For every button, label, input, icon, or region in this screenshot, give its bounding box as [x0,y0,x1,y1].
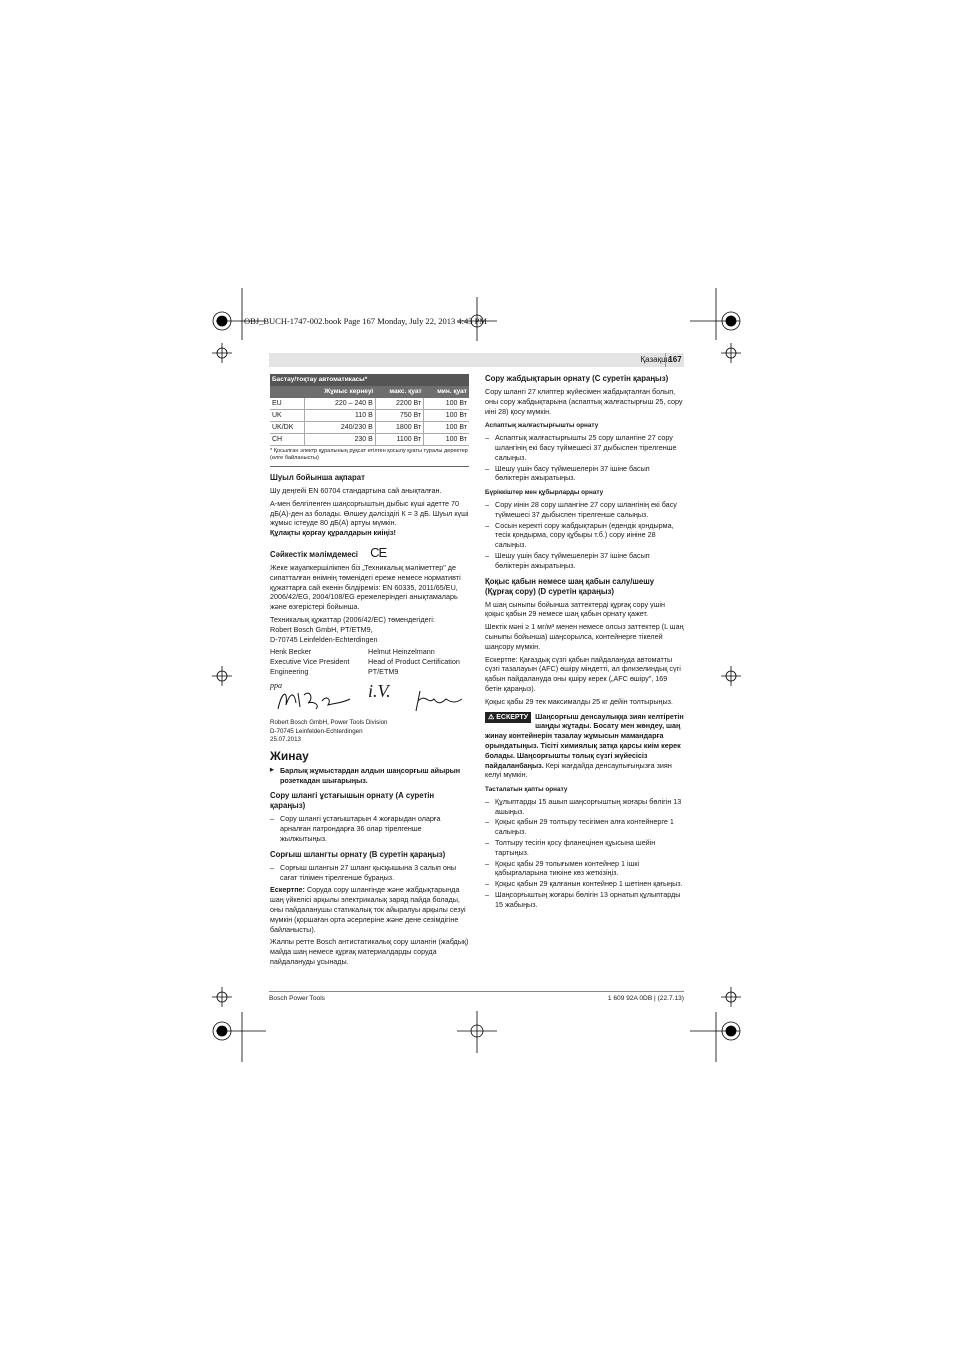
list-item: – Сору иінін 28 сору шлангіне 27 сору шлангінің екі басу түймешесі 37 дыбыспен тірелгенше салыңыз. [485,500,684,520]
table-cell: 1800 Вт [375,422,423,434]
section-heading: Сору шлангі ұстағышын орнату (А суретін қараңыз) [270,791,435,811]
ppa-mark: ppa [270,681,282,691]
table-cell: 220 – 240 В [305,398,376,410]
table-cell: 110 В [305,410,376,422]
section-heading: Сорғыш шлангты орнату (В суретін қараңыз) [270,849,446,859]
paragraph: Шектік мәні ≥ 1 мг/м³ менен немесе олсыз заттектер (L шаң сыныпы бойынша) шаңсорылса, контейнерге тікелей шаңсору мүмкін. [485,622,684,651]
paragraph: Сору шлангі 27 клиптер жүйесімен жабдықталған болып, оны сору жабдықтарына (аспаптық жалғастырғыш 25, сору иіні 28) қосу мүмкін. [485,387,683,416]
signatory: Executive Vice President [270,657,350,667]
signatory: Head of Product Certification [368,657,460,667]
subheading: Аспаптық жалғастырғышты орнату [485,422,599,430]
list-item: – Шешу үшін басу түймешелерін 37 ішіне басып бөліктерін ажыратыңыз. [485,551,684,571]
page-number: 167 [665,353,684,367]
list-item: – Сосын керекті сору жабдықтарын (едендік қондырма, тесік қондырма, сору құбыры т.б.) сору иініне 28 салыңыз. [485,521,684,550]
list-item: – Сору шлангі ұстағыштарын 4 жоғарыдан оларға арналған патрондарға 36 олар тірелгенше жылжытыңыз. [270,814,469,843]
list-item: – Шаңсорғыштың жоғары бөлігін 13 орнатып құлыптарды 15 жабыңыз. [485,890,684,910]
signatory: PT/ETM9 [368,667,399,677]
footer-left: Bosch Power Tools [269,995,325,1002]
table-cell: 100 Вт [424,398,469,410]
section-heading: Сору жабдықтарын орнату (С суретін қараңыз) [485,374,669,383]
spec-table [270,374,469,446]
declaration-date: 25.07.2013 [270,735,301,743]
list-item: – Шешу үшін басу түймешелерін 37 ішіне басып бөліктерін ажыратыңыз. [485,464,684,484]
table-header [270,386,305,398]
warning-tail: Кері жағдайда денсаулығыңызға зиян келуі мүмкін. [485,760,672,780]
footer-right: 1 609 92A 0DB | (22.7.13) [607,995,684,1002]
book-info-line: OBJ_BUCH-1747-002.book Page 167 Monday, July 22, 2013 4:43 PM [244,316,487,326]
table-row [270,410,469,422]
table-cell: UK [270,410,305,422]
table-header: макс. қуат [375,386,423,398]
table-cell: 230 В [305,434,376,446]
table-cell: EU [270,398,305,410]
table-header: мин. қуат [424,386,469,398]
signatory: Henk Becker [270,647,312,657]
list-item: – Толтыру тесігін қосу фланецінен құысына шейін тартыңыз. [485,838,684,858]
list-item: – Құлыптарды 15 ашып шаңсорғыштың жоғары бөлігін 13 ашыңыз. [485,797,684,817]
table-cell: 1100 Вт [375,434,423,446]
noise-heading: Шуыл бойынша ақпарат [270,473,365,482]
signature-images [270,681,469,717]
page-header [269,353,684,367]
paragraph: М шаң сыныпы бойынша заттектерді құрғақ сору үшін қоқыс қабын 29 немесе шаң қабын орнату қажет. [485,599,665,619]
paragraph: Қоқыс қабы 29 тек максималды 25 кг дейін толтырыңыз. [485,696,673,706]
table-cell: 2200 Вт [375,398,423,410]
noise-text: А-мен белгіленген шаңсорғыштың дыбыс күші әдетте 70 дБ(А)-ден аз болады. Өлшеу дәлсіздігі К = 3 дБ. Шуыл күші жұмыс істеуде 80 дБ(А) артуы мүмкін. [270,498,469,528]
list-item: – Сорғыш шлангын 27 шланг қысқышына 3 салып оны сағат тілімен тірелгенше бұраңыз. [270,863,469,883]
table-cell: CH [270,434,305,446]
subheading: Тасталатын қапты орнату [485,786,568,794]
page-footer [269,991,684,1002]
table-cell: 100 Вт [424,410,469,422]
list-item: – Қоқыс қабын 29 толтыру тесігімен алға контейнерге 1 салыңыз. [485,817,684,837]
conformity-text: Жеке жауапкершілікпен біз „Техникалық мәліметтер" де сипатталған өнімнің төменідегі ереже немесе нормативті құжаттарға сай екенін білдіреміз: EN 60335, 2011/65/EU, 2006/42/EG, 2004/108/EG ережелеріндегі анықтамаларь және өзгерістері бойынша. [270,562,461,612]
table-row [270,422,469,434]
iv-mark: i.V. [368,681,391,702]
table-cell: 750 Вт [375,410,423,422]
conformity-heading [270,544,469,560]
table-row [270,434,469,446]
list-item: ▶ Барлық жұмыстардан алдын шаңсорғыш айырын розеткадан шығарыңыз. [270,766,469,786]
conformity-text: D-70745 Leinfelden-Echterdingen [270,634,378,644]
table-footnote: * Қосылған электр құралының рұқсат етілген қосылу қуаты туралы деректер (өлге байланысты) [270,448,469,467]
noise-text: Шу деңгейі EN 60704 стандартына сай анықталған. [270,486,442,495]
table-cell: UK/DK [270,422,305,434]
table-cell: 100 Вт [424,434,469,446]
table-cell: 100 Вт [424,422,469,434]
signatory: Engineering [270,667,309,677]
right-column [485,374,684,913]
header-language: Қазақша [640,355,672,364]
conformity-heading-text: Сәйкестік мәлімдемесі [270,549,358,559]
section-heading: Қоқыс қабын немесе шаң қабын салу/шешу (Құрғақ сору) (D суретін қараңыз) [485,576,655,596]
paragraph: Ескертпе: Қағаздық сүзгі қабын пайдалануда автоматты сүзгі тазалауын (AFC) өшіру міндетті, ал флизелиндық сүгі қабын пайдалануда оны қшіру керек („AFC өшіру", 169 бетін қараңыз). [485,654,681,693]
warning-label: ⚠ ЕСКЕРТУ [485,712,531,724]
list-item: – Қоқыс қабын 29 қалғанын контейнер 1 шетінен қағыңыз. [485,879,684,889]
subheading: Бүріккіштер мен құбырларды орнату [485,489,604,497]
table-title: Бастау/тоқтау автоматикасы* [270,374,469,386]
ce-mark-icon: CE [370,544,387,560]
noise-warning: Құлақты қорғау құралдарын киіңіз! [270,528,396,538]
company: Robert Bosch GmbH, Power Tools Division [270,719,388,727]
note-text: Соруда сору шлангінде және жабдықтарында шаң үйкелісі арқылы электрикалық заряд пайда болады, оны пайдаланушы статикалық ток айыралуы арқылы сезуі мүмкін (қоршаған орта әсерлеріне және дене сезімдігіне байланысты). [270,885,466,934]
list-item: – Аспаптық жалғастырғышты 25 сору шлангіне 27 сору шлангінің екі басу түймешесі 37 дыбыспен тірелгенше салыңыз. [485,433,684,462]
note-label: Ескертпе: [270,885,305,895]
conformity-text: Robert Bosch GmbH, PT/ETM9, [270,624,373,634]
paragraph: Жалпы ретте Bosch антистатикалық сору шлангін (жабдық) майда шаң немесе құрғақ материалдарды соруда пайдалануды ұсынады. [270,937,469,966]
signatories [270,647,469,677]
note [270,885,469,934]
assembly-heading: Жинау [270,748,309,763]
signatory: Helmut Heinzelmann [368,647,435,657]
left-column [270,374,469,970]
warning-block [485,712,684,781]
list-item: – Қоқыс қабы 29 толығымен контейнер 1 ішкі қабырғаларына тиюіне көз жеткізіңіз. [485,859,684,879]
company-address: D-70745 Leinfelden-Echterdingen [270,727,363,735]
conformity-text: Техникалық құжаттар (2006/42/EC) төмендегідегі: [270,614,435,624]
warning-text: Шаңсорғыш денсаулыққа зиян келтіретін шаңды жұтады. Босату мен жөндеу, шаң жинау контейнерін тазалау жұмысын мамандарға орындатыңыз. Тісіті химиялық затқа қарсы киім керек болады. Шаңсорғышты толық сүзгі жүйесісіз пайдаланбаңыз. [485,711,684,770]
table-header: Жұмыс кернеуі [305,386,376,398]
table-row [270,398,469,410]
table-cell: 240/230 В [305,422,376,434]
